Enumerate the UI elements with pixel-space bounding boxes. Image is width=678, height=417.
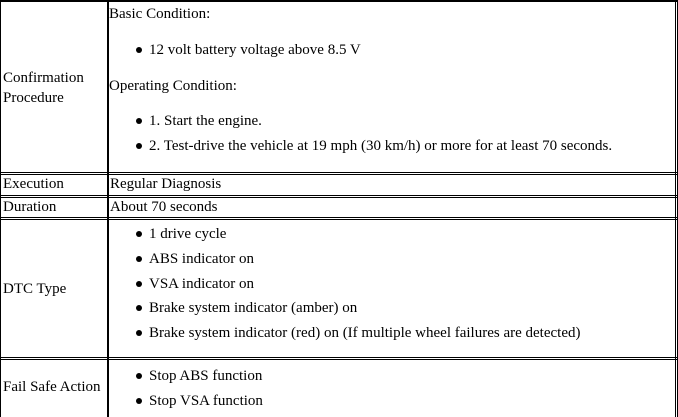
- bullet-icon: [136, 305, 142, 311]
- table-border-top: [0, 0, 678, 2]
- row-divider: [0, 219, 678, 220]
- duration-value: About 70 seconds: [110, 199, 218, 215]
- basic-condition-heading: Basic Condition:: [109, 6, 211, 22]
- list-item: 1 drive cycle: [149, 226, 227, 242]
- row-label-execution: Execution: [3, 176, 64, 192]
- row-divider: [0, 195, 678, 196]
- bullet-icon: [136, 281, 142, 287]
- list-item: 1. Start the engine.: [149, 113, 262, 129]
- list-item: 12 volt battery voltage above 8.5 V: [149, 42, 361, 58]
- list-item: ABS indicator on: [149, 251, 254, 267]
- row-divider: [0, 174, 678, 175]
- bullet-icon: [136, 118, 142, 124]
- list-item: VSA indicator on: [149, 276, 254, 292]
- row-divider: [0, 197, 678, 198]
- bullet-icon: [136, 143, 142, 149]
- table-border-right: [675, 0, 676, 417]
- bullet-icon: [136, 330, 142, 336]
- list-item: Stop ABS function: [149, 368, 263, 384]
- table-border-left: [0, 0, 1, 417]
- row-divider: [0, 357, 678, 358]
- bullet-icon: [136, 231, 142, 237]
- bullet-icon: [136, 47, 142, 53]
- column-divider: [107, 0, 109, 417]
- row-label-confirmation: Confirmation: [3, 70, 84, 86]
- row-divider: [0, 172, 678, 173]
- list-item: Brake system indicator (amber) on: [149, 300, 358, 316]
- bullet-icon: [136, 256, 142, 262]
- list-item: 2. Test-drive the vehicle at 19 mph (30 km/h) or more for at least 70 seconds.: [149, 138, 613, 154]
- row-label-duration: Duration: [3, 199, 57, 215]
- list-item: Stop VSA function: [149, 393, 263, 409]
- bullet-icon: [136, 398, 142, 404]
- bullet-icon: [136, 373, 142, 379]
- row-label-procedure: Procedure: [3, 90, 64, 106]
- execution-value: Regular Diagnosis: [110, 176, 222, 192]
- row-divider: [0, 359, 678, 360]
- row-label-dtc-type: DTC Type: [3, 281, 67, 297]
- list-item: Brake system indicator (red) on (If multiple wheel failures are detected): [149, 325, 581, 341]
- row-label-fail-safe-action: Fail Safe Action: [3, 379, 101, 395]
- row-divider: [0, 217, 678, 218]
- operating-condition-heading: Operating Condition:: [109, 78, 237, 94]
